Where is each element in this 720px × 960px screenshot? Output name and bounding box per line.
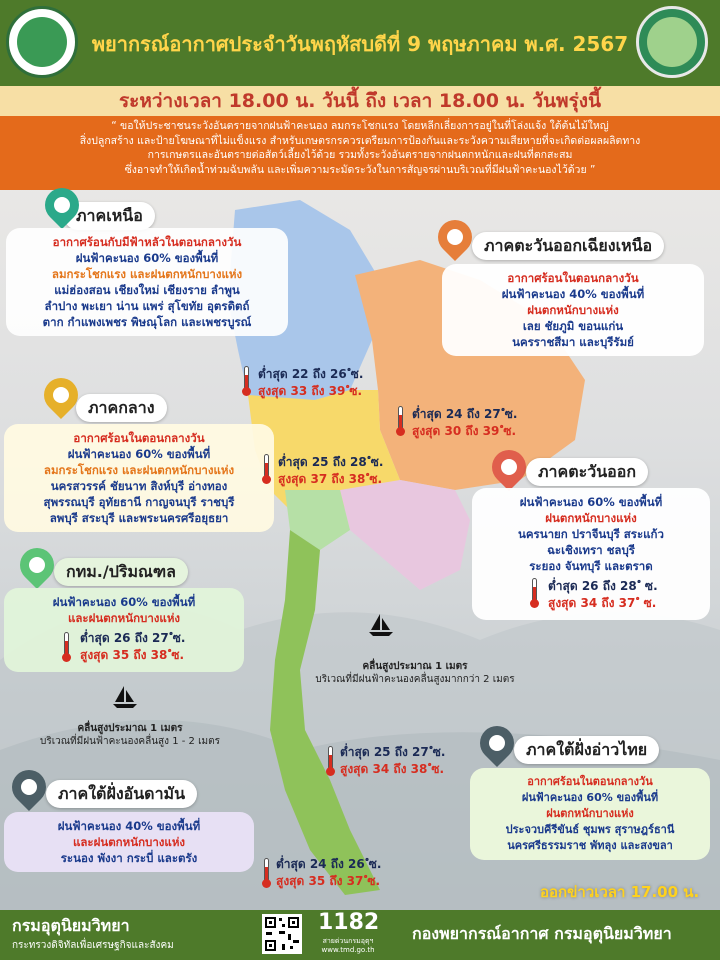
temp-high: สูงสุด 30 ถึง 39 ํซ. <box>412 424 517 438</box>
andaman-wave-info <box>30 722 230 748</box>
provinces: ลพบุรี สระบุรี และพระนครศรีอยุธยา <box>49 511 229 525</box>
thermometer-icon <box>242 366 250 396</box>
thermometer-icon <box>326 746 334 776</box>
provinces: นครราชสีมา และบุรีรัมย์ <box>512 335 634 349</box>
region-north-title: ภาคเหนือ <box>64 202 155 230</box>
condition: อากาศร้อนในตอนกลางวัน <box>73 431 205 445</box>
region-south-gulf-title: ภาคใต้ฝั่งอ่าวไทย <box>514 736 659 764</box>
temp-low: ต่ำสุด 24 ถึง 27 ํซ. <box>412 407 518 421</box>
provinces: ฉะเชิงเทรา ชลบุรี <box>547 543 635 557</box>
condition: ฝนตกหนักบางแห่ง <box>546 807 634 820</box>
wave-note: บริเวณที่มีฝนฟ้าคะนองคลื่นสูง 1 - 2 เมตร <box>40 736 220 747</box>
region-east-card <box>472 488 710 620</box>
condition: อากาศร้อนกับมีฟ้าหลัวในตอนกลางวัน <box>52 235 242 249</box>
provinces: สุพรรณบุรี อุทัยธานี กาญจนบุรี ราชบุรี <box>43 495 235 509</box>
region-north-card <box>6 228 288 336</box>
region-east-shape <box>340 480 470 590</box>
qr-code-icon <box>262 914 302 954</box>
condition: ฝนฟ้าคะนอง 60% ของพื้นที่ <box>75 251 219 265</box>
temp-high: สูงสุด 34 ถึง 37 ํ ซ. <box>548 596 657 610</box>
region-south-andaman-card <box>4 812 254 872</box>
wave-note: บริเวณที่มีฝนฟ้าคะนองคลื่นสูงมากกว่า 2 เมตร <box>315 674 515 685</box>
region-northeast-title: ภาคตะวันออกเฉียงเหนือ <box>472 232 664 260</box>
condition: อากาศร้อนในตอนกลางวัน <box>527 775 653 788</box>
region-bangkok-temp <box>80 630 185 664</box>
provinces: ตาก กำแพงเพชร พิษณุโลก และเพชรบูรณ์ <box>42 315 252 329</box>
temp-low: ต่ำสุด 25 ถึง 28 ํซ. <box>278 455 384 469</box>
provinces: ประจวบคีรีขันธ์ ชุมพร สุราษฎร์ธานี <box>505 823 675 836</box>
ministry-logo <box>6 6 78 78</box>
sailboat-icon <box>112 684 138 710</box>
region-bangkok-title: กทม./ปริมณฑล <box>54 558 188 586</box>
thermometer-icon <box>62 632 70 662</box>
tmd-logo <box>636 6 708 78</box>
condition: ฝนฟ้าคะนอง 60% ของพื้นที่ <box>521 791 659 804</box>
warning-text <box>0 116 720 190</box>
region-south-gulf-card <box>470 768 710 860</box>
thermometer-icon <box>262 858 270 888</box>
wave-height: คลื่นสูงประมาณ 1 เมตร <box>77 723 183 734</box>
footer-org: กรมอุตุนิยมวิทยา <box>12 916 130 935</box>
footer-hotline: 1182 <box>318 910 380 935</box>
provinces: นครศรีธรรมราช พัทลุง และสงขลา <box>507 839 673 852</box>
region-central-card <box>4 424 274 532</box>
provinces: นครสวรรค์ ชัยนาท สิงห์บุรี อ่างทอง <box>50 479 228 493</box>
warning-line: “ ขอให้ประชาชนระวังอันตรายจากฝนฟ้าคะนอง ลมกระโชกแรง โดยหลีกเลี่ยงการอยู่ในที่โล่งแจ้ง ใต้ต้นไม้ใหญ่ <box>111 120 609 132</box>
forecast-period: ระหว่างเวลา 18.00 น. วันนี้ ถึง เวลา 18.00 น. วันพรุ่งนี้ <box>0 86 720 116</box>
footer <box>0 910 720 960</box>
temp-high: สูงสุด 33 ถึง 39 ํซ. <box>258 384 363 398</box>
warning-line: การเกษตรและอันตรายต่อสัตว์เลี้ยงไว้ด้วย รวมทั้งระวังอันตรายจากฝนตกหนักและฝนที่ตกสะสม <box>147 149 573 161</box>
condition: ฝนฟ้าคะนอง 40% ของพื้นที่ <box>57 819 201 833</box>
temp-low: ต่ำสุด 22 ถึง 26 ํซ. <box>258 367 364 381</box>
region-central-temp <box>278 454 383 488</box>
region-central-title: ภาคกลาง <box>76 394 167 422</box>
footer-hotline-label <box>318 937 378 955</box>
provinces: นครนายก ปราจีนบุรี สระแก้ว <box>518 527 664 541</box>
condition: ฝนฟ้าคะนอง 60% ของพื้นที่ <box>67 447 211 461</box>
condition: ลมกระโชกแรง และฝนตกหนักบางแห่ง <box>51 267 243 281</box>
region-northeast-temp <box>412 406 517 440</box>
region-east-title: ภาคตะวันออก <box>526 458 648 486</box>
provinces: ลำปาง พะเยา น่าน แพร่ สุโขทัย อุตรดิตถ์ <box>44 299 250 313</box>
temp-high: สูงสุด 35 ถึง 38 ํซ. <box>80 648 185 662</box>
temp-low: ต่ำสุด 26 ถึง 28 ํ ซ. <box>548 579 658 593</box>
hotline-caption: สายด่วนกรมอุตุฯ <box>322 937 374 945</box>
condition: ฝนตกหนักบางแห่ง <box>527 303 619 317</box>
issue-time: ออกข่าวเวลา 17.00 น. <box>540 883 700 901</box>
condition: ลมกระโชกแรง และฝนตกหนักบางแห่ง <box>43 463 235 477</box>
provinces: ระยอง จันทบุรี และตราด <box>529 559 653 573</box>
temp-low: ต่ำสุด 26 ถึง 27 ํซ. <box>80 631 186 645</box>
condition: และฝนตกหนักบางแห่ง <box>72 835 186 849</box>
temp-high: สูงสุด 34 ถึง 38 ํซ. <box>340 762 445 776</box>
warning-line: สิ่งปลูกสร้าง และป้ายโฆษณาที่ไม่แข็งแรง สำหรับเกษตรกรควรเตรียมการป้องกันและระวังความเสียหายที่จะเกิดต่อผลผลิตทาง <box>79 134 641 147</box>
temp-high: สูงสุด 35 ถึง 37 ํซ. <box>276 874 381 888</box>
condition: ฝนฟ้าคะนอง 60% ของพื้นที่ <box>52 595 196 609</box>
region-south-andaman-title: ภาคใต้ฝั่งอันดามัน <box>46 780 197 808</box>
temp-high: สูงสุด 37 ถึง 38 ํซ. <box>278 472 383 486</box>
region-south-gulf-temp <box>340 744 445 778</box>
wave-height: คลื่นสูงประมาณ 1 เมตร <box>362 661 468 672</box>
thermometer-icon <box>530 578 538 608</box>
provinces: ระนอง พังงา กระบี่ และตรัง <box>60 851 198 865</box>
condition: ฝนฟ้าคะนอง 40% ของพื้นที่ <box>501 287 645 301</box>
condition: ฝนตกหนักบางแห่ง <box>545 511 637 525</box>
footer-ministry: กระทรวงดิจิทัลเพื่อเศรษฐกิจและสังคม <box>12 940 174 951</box>
temp-low: ต่ำสุด 25 ถึง 27 ํซ. <box>340 745 446 759</box>
header <box>0 0 720 86</box>
region-south-andaman-temp <box>276 856 381 890</box>
condition: ฝนฟ้าคะนอง 60% ของพื้นที่ <box>519 495 663 509</box>
website: www.tmd.go.th <box>321 946 375 954</box>
region-northeast-card <box>442 264 704 356</box>
sailboat-icon <box>368 612 394 638</box>
provinces: แม่ฮ่องสอน เชียงใหม่ เชียงราย ลำพูน <box>54 283 240 297</box>
temp-low: ต่ำสุด 24 ถึง 26 ํซ. <box>276 857 382 871</box>
condition: อากาศร้อนในตอนกลางวัน <box>507 271 639 285</box>
warning-line: ซึ่งอาจทำให้เกิดน้ำท่วมฉับพลัน และเพิ่มความระมัดระวังในการสัญจรผ่านบริเวณที่มีฝนฟ้าคะนองไว้ด้วย ” <box>124 163 596 176</box>
thermometer-icon <box>396 406 404 436</box>
gulf-wave-info <box>300 660 530 686</box>
region-north-temp <box>258 366 363 400</box>
region-bangkok-card <box>4 588 244 672</box>
region-east-temp <box>548 578 658 612</box>
page-title: พยากรณ์อากาศประจำวันพฤหัสบดีที่ 9 พฤษภาคม พ.ศ. 2567 <box>91 32 629 56</box>
provinces: เลย ชัยภูมิ ขอนแก่น <box>522 319 624 333</box>
condition: และฝนตกหนักบางแห่ง <box>67 611 181 625</box>
thermometer-icon <box>262 454 270 484</box>
footer-division: กองพยากรณ์อากาศ กรมอุตุนิยมวิทยา <box>412 924 672 943</box>
